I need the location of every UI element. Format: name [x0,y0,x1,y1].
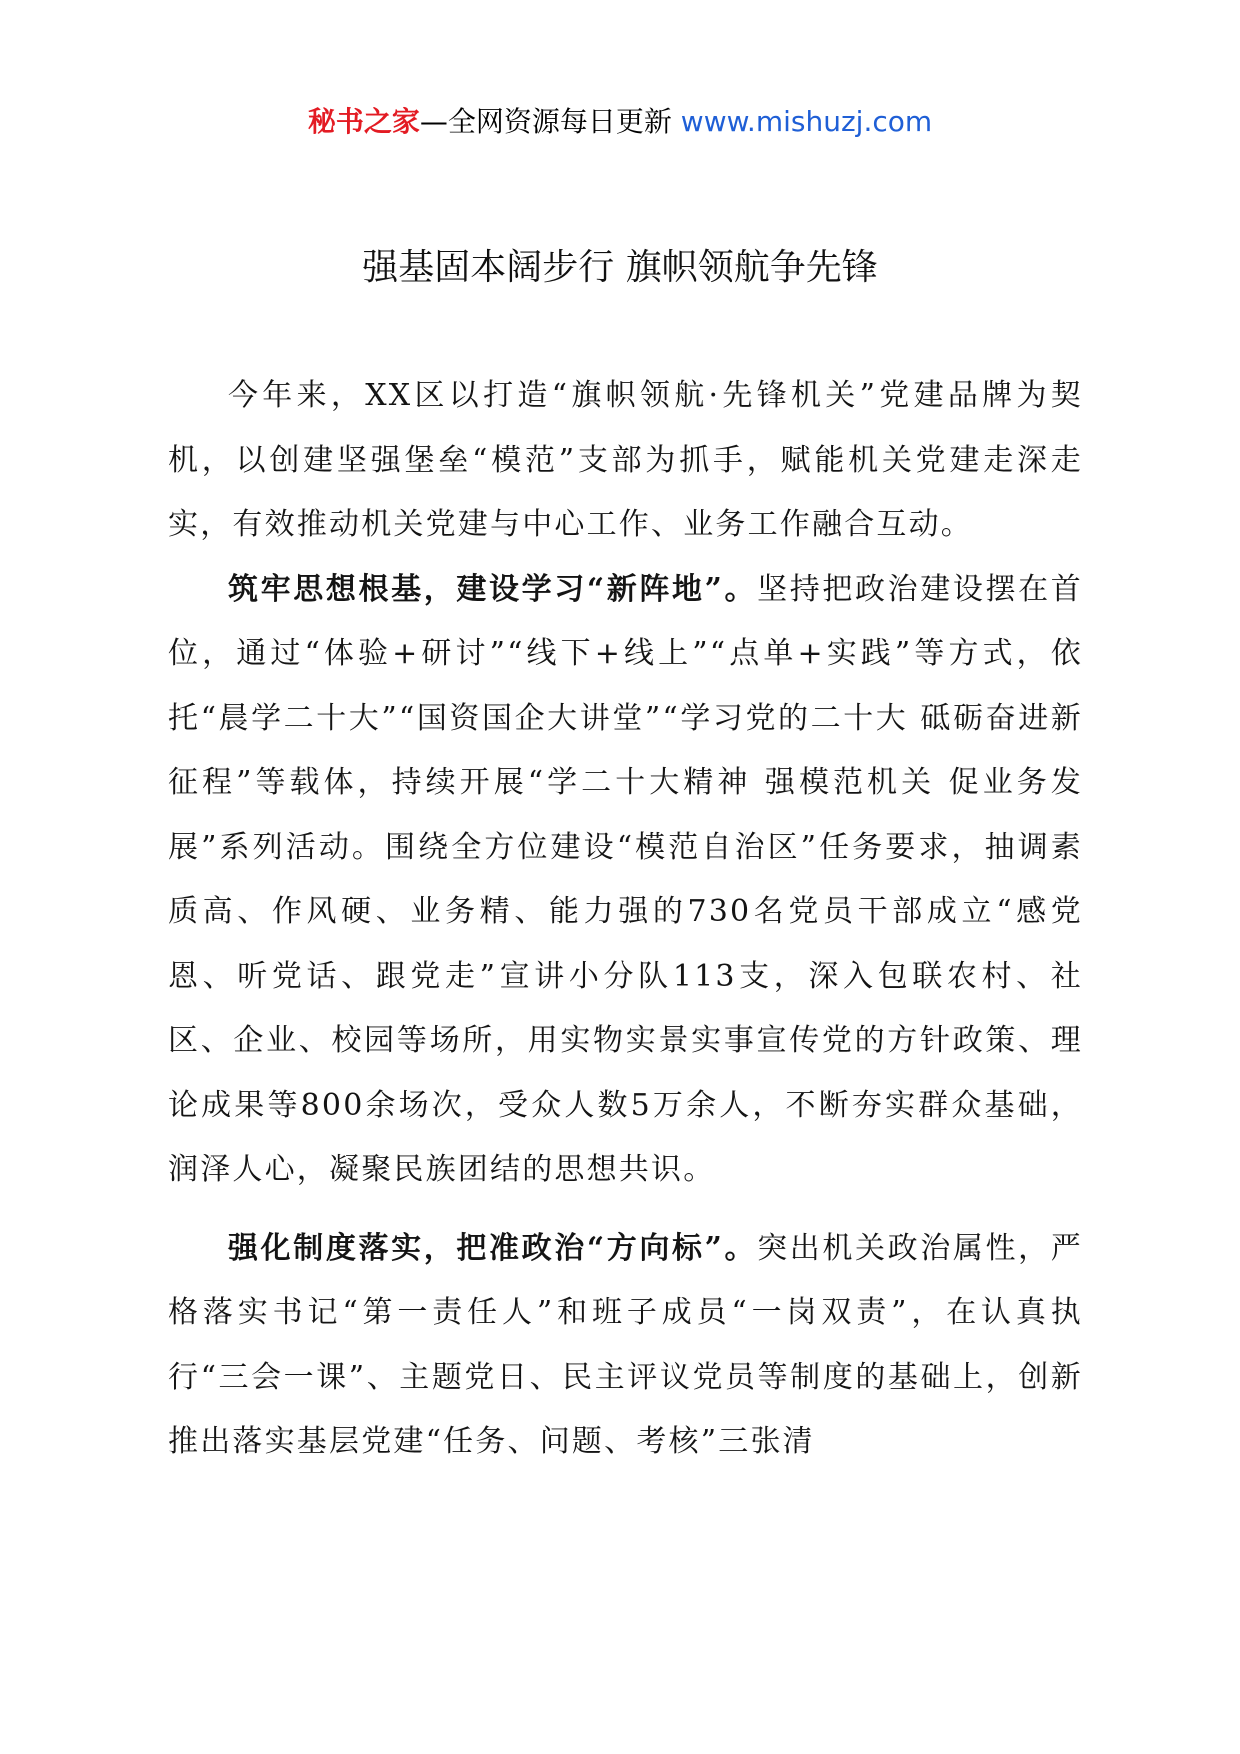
paragraph-lead: 强化制度落实，把准政治“方向标”。 [228,1230,758,1266]
paragraph-text: 突出机关政治属性，严格落实书记“第一责任人”和班子成员“一岗双责”，在认真执行“三会一课”、主题党日、民主评议党员等制度的基础上，创新推出落实基层党建“任务、问题、考核”三张清 [168,1230,1083,1459]
document-title: 强基固本阔步行 旗帜领航争先锋 [362,247,878,288]
paragraph-ideology [168,558,1083,1203]
paragraph-system [168,1217,1083,1475]
paragraph-text: 今年来，XX区以打造“旗帜领航·先锋机关”党建品牌为契机，以创建坚强堡垒“模范”支部为抓手，赋能机关党建走深走实，有效推动机关党建与中心工作、业务工作融合互动。 [168,378,1083,542]
paragraph-intro [168,364,1083,558]
paragraph-text: 坚持把政治建设摆在首位，通过“体验+研讨”“线下+线上”“点单+实践”等方式，依托“晨学二十大”“国资国企大讲堂”“学习党的二十大 砥砺奋进新征程”等载体，持续开展“学二十大精神 强模范机关 促业务发展”系列活动。围绕全方位建设“模范自治区”任务要求，抽调素质高、作风硬、业务精、能力强的730名党员干部成立“感党恩、听党话、跟党走”宣讲小分队113支，深入包联农村、社区、企业、校园等场所，用实物实景实事宣传党的方针政策、理论成果等800余场次，受众人数5万余人，不断夯实群众基础，润泽人心，凝聚民族团结的思想共识。 [168,571,1083,1187]
document-body [168,364,1083,1475]
header-tagline: —全网资源每日更新 [419,105,672,138]
site-url-link[interactable]: www.mishuzj.com [680,105,933,138]
paragraph-lead: 筑牢思想根基，建设学习“新阵地”。 [228,571,758,607]
site-header [0,102,1240,142]
brand-name: 秘书之家 [307,105,420,138]
